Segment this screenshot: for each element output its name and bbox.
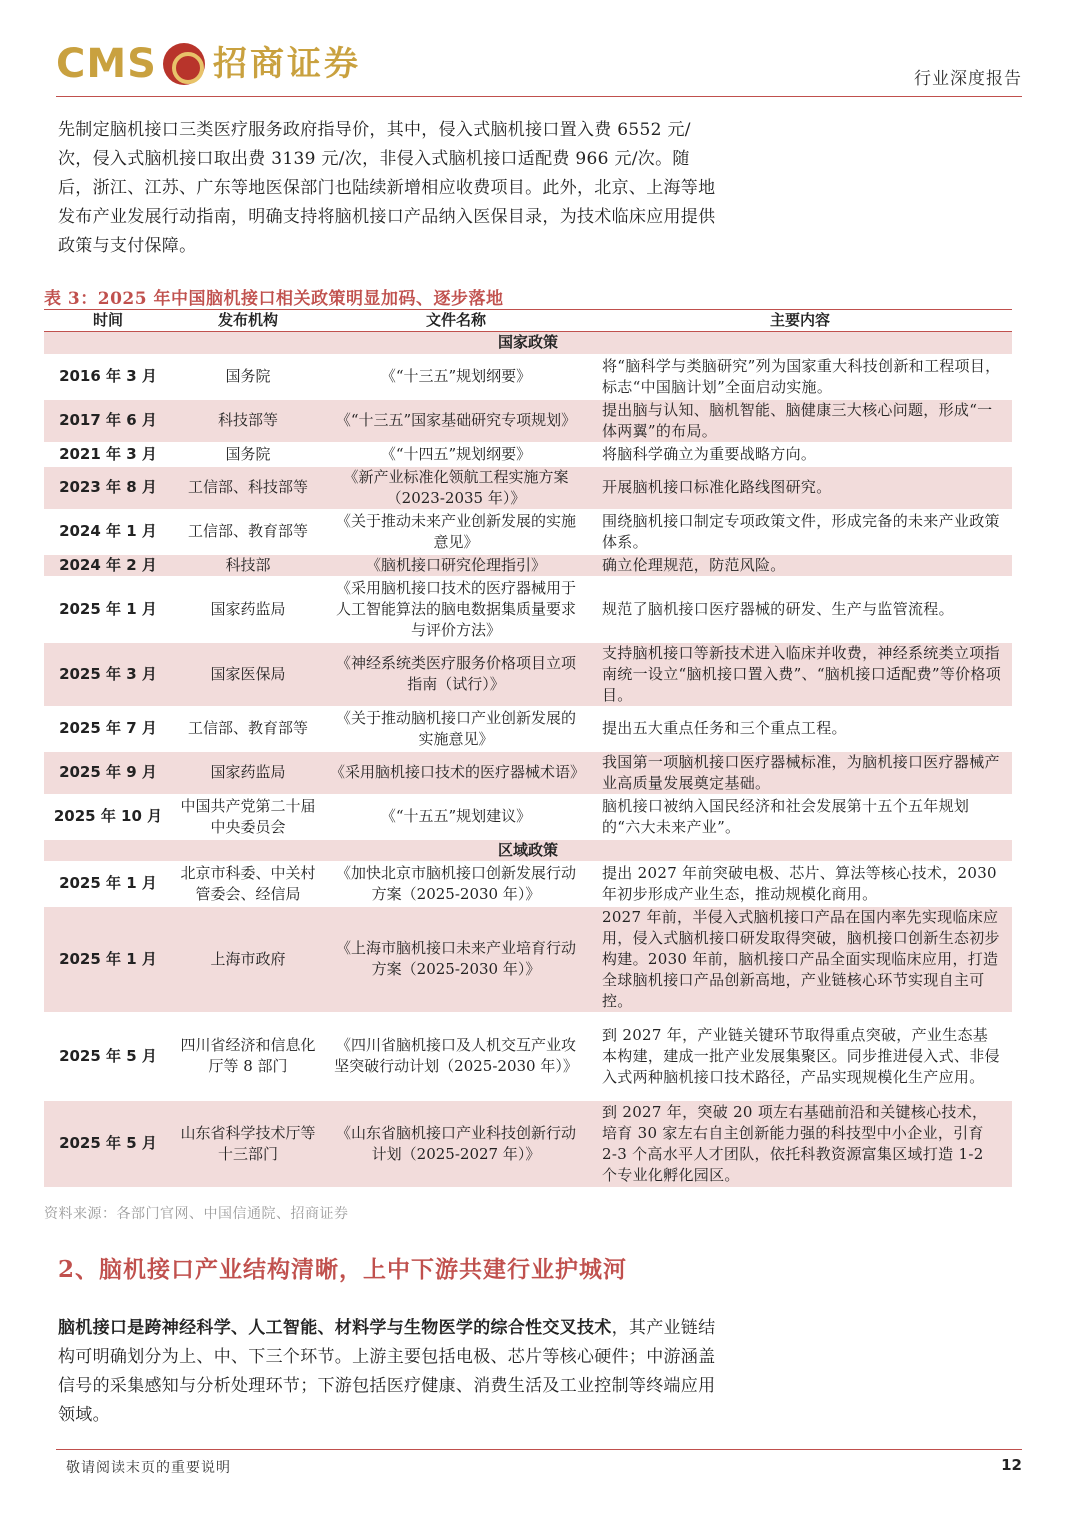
table-row (44, 355, 1012, 399)
footer-note: 敬请阅读末页的重要说明 (66, 1460, 231, 1476)
cell-content: 到 2027 年，突破 20 项左右基础前沿和关键核心技术，培育 30 家左右自主创新能力强的科技型中小企业，引育 2-3 个高水平人才团队，依托科教资源富集区域打造 1-2 个专业化孵化园区。 (588, 1100, 1012, 1188)
cell-doc: 《神经系统类医疗服务价格项目立项指南（试行）》 (324, 642, 588, 707)
section-row-regional (44, 839, 1012, 862)
cell-org: 工信部、教育部等 (172, 707, 324, 751)
cell-time: 2016 年 3 月 (44, 355, 172, 399)
cell-org: 国务院 (172, 443, 324, 466)
table-row (44, 466, 1012, 510)
table-row (44, 399, 1012, 443)
cell-org: 国家医保局 (172, 642, 324, 707)
cell-doc: 《脑机接口研究伦理指引》 (324, 554, 588, 577)
cell-time: 2025 年 5 月 (44, 1013, 172, 1100)
cell-org: 上海市政府 (172, 906, 324, 1013)
policy-table (44, 309, 1012, 1189)
header-time: 时间 (44, 310, 172, 332)
logo-chinese-text: 招商证券 (212, 44, 361, 84)
cell-content: 围绕脑机接口制定专项政策文件，形成完备的未来产业政策体系。 (588, 510, 1012, 554)
cell-time: 2023 年 8 月 (44, 466, 172, 510)
page-header (56, 34, 1022, 98)
table-row (44, 443, 1012, 466)
header-divider (56, 96, 1022, 97)
cell-content: 脑机接口被纳入国民经济和社会发展第十五个五年规划的“六大未来产业”。 (588, 795, 1012, 839)
cell-time: 2025 年 5 月 (44, 1100, 172, 1188)
section-row-national (44, 332, 1012, 355)
cell-doc: 《采用脑机接口技术的医疗器械用于人工智能算法的脑电数据集质量要求与评价方法》 (324, 577, 588, 642)
cell-doc: 《山东省脑机接口产业科技创新行动计划（2025-2027 年）》 (324, 1100, 588, 1188)
cell-org: 中国共产党第二十届中央委员会 (172, 795, 324, 839)
table-row (44, 577, 1012, 642)
cell-time: 2024 年 1 月 (44, 510, 172, 554)
cell-time: 2025 年 1 月 (44, 862, 172, 906)
cell-content: 2027 年前，半侵入式脑机接口产品在国内率先实现临床应用，侵入式脑机接口研发取得突破，脑机接口创新生态初步构建。2030 年前，脑机接口产品全面实现临床应用，打造全球脑机接口产品创新高地，产业链核心环节实现自主可控。 (588, 906, 1012, 1013)
logo-text: CMS (56, 41, 157, 87)
cell-doc: 《上海市脑机接口未来产业培育行动方案（2025-2030 年）》 (324, 906, 588, 1013)
table-source-note: 资料来源：各部门官网、中国信通院、招商证券 (44, 1206, 349, 1222)
cell-doc: 《“十四五”规划纲要》 (324, 443, 588, 466)
cell-doc: 《四川省脑机接口及人机交互产业攻坚突破行动计划（2025-2030 年）》 (324, 1013, 588, 1100)
cell-doc: 《关于推动脑机接口产业创新发展的实施意见》 (324, 707, 588, 751)
table-row (44, 906, 1012, 1013)
header-content: 主要内容 (588, 310, 1012, 332)
table-row (44, 707, 1012, 751)
bold-lead-sentence: 脑机接口是跨神经科学、人工智能、材料学与生物医学的综合性交叉技术 (58, 1318, 612, 1338)
table-row (44, 1013, 1012, 1100)
cell-time: 2025 年 9 月 (44, 751, 172, 795)
table-row (44, 554, 1012, 577)
cell-content: 开展脑机接口标准化路线图研究。 (588, 466, 1012, 510)
cell-content: 提出五大重点任务和三个重点工程。 (588, 707, 1012, 751)
cell-content: 将“脑科学与类脑研究”列为国家重大科技创新和工程项目，标志“中国脑计划”全面启动实施。 (588, 355, 1012, 399)
section-label: 国家政策 (44, 332, 1012, 355)
table-row (44, 1100, 1012, 1188)
cell-org: 国家药监局 (172, 577, 324, 642)
cell-org: 国务院 (172, 355, 324, 399)
cell-org: 北京市科委、中关村管委会、经信局 (172, 862, 324, 906)
cell-doc: 《“十三五”国家基础研究专项规划》 (324, 399, 588, 443)
cell-content: 将脑科学确立为重要战略方向。 (588, 443, 1012, 466)
cell-time: 2025 年 1 月 (44, 577, 172, 642)
table-row (44, 510, 1012, 554)
cell-doc: 《“十五五”规划建议》 (324, 795, 588, 839)
cms-logo (56, 40, 361, 88)
cell-content: 确立伦理规范，防范风险。 (588, 554, 1012, 577)
cell-time: 2025 年 1 月 (44, 906, 172, 1013)
cell-content: 提出 2027 年前突破电极、芯片、算法等核心技术，2030 年初步形成产业生态，推动规模化商用。 (588, 862, 1012, 906)
cell-doc: 《加快北京市脑机接口创新发展行动方案（2025-2030 年）》 (324, 862, 588, 906)
cell-time: 2017 年 6 月 (44, 399, 172, 443)
page-number: 12 (1001, 1456, 1022, 1474)
cell-org: 工信部、教育部等 (172, 510, 324, 554)
header-doc: 文件名称 (324, 310, 588, 332)
table-row (44, 642, 1012, 707)
cell-doc: 《关于推动未来产业创新发展的实施意见》 (324, 510, 588, 554)
cell-doc: 《采用脑机接口技术的医疗器械术语》 (324, 751, 588, 795)
table-header-row (44, 310, 1012, 332)
cell-org: 工信部、科技部等 (172, 466, 324, 510)
cell-org: 科技部等 (172, 399, 324, 443)
cell-content: 到 2027 年，产业链关键环节取得重点突破，产业生态基本构建，建成一批产业发展集聚区。同步推进侵入式、非侵入式两种脑机接口技术路径，产品实现规模化生产应用。 (588, 1013, 1012, 1100)
section-label: 区域政策 (44, 839, 1012, 862)
cell-org: 山东省科学技术厅等十三部门 (172, 1100, 324, 1188)
cell-org: 四川省经济和信息化厅等 8 部门 (172, 1013, 324, 1100)
table-row (44, 795, 1012, 839)
cell-time: 2024 年 2 月 (44, 554, 172, 577)
cell-time: 2021 年 3 月 (44, 443, 172, 466)
cell-content: 我国第一项脑机接口医疗器械标准，为脑机接口医疗器械产业高质量发展奠定基础。 (588, 751, 1012, 795)
cell-org: 科技部 (172, 554, 324, 577)
table-row (44, 751, 1012, 795)
report-type-label: 行业深度报告 (914, 69, 1022, 89)
cell-time: 2025 年 7 月 (44, 707, 172, 751)
footer-divider (56, 1449, 1022, 1450)
cell-doc: 《新产业标准化领航工程实施方案（2023-2035 年）》 (324, 466, 588, 510)
header-org: 发布机构 (172, 310, 324, 332)
cell-content: 提出脑与认知、脑机智能、脑健康三大核心问题，形成“一体两翼”的布局。 (588, 399, 1012, 443)
section-body-paragraph (58, 1314, 722, 1430)
body-text: ，其产业链结构可明确划分为上、中、下三个环节。上游主要包括电极、芯片等核心硬件；中游涵盖信号的采集感知与分析处理环节；下游包括医疗健康、消费生活及工业控制等终端应用领域。 (58, 1318, 716, 1425)
intro-paragraph: 先制定脑机接口三类医疗服务政府指导价，其中，侵入式脑机接口置入费 6552 元/次，侵入式脑机接口取出费 3139 元/次，非侵入式脑机接口适配费 966 元/次。随后，浙江、江苏、广东等地医保部门也陆续新增相应收费项目。此外，北京、上海等地发布产业发展行动指南，明确支持将脑机接口产品纳入医保目录，为技术临床应用提供政策与支付保障。 (58, 120, 716, 256)
logo-emblem-icon (163, 43, 205, 85)
table-row (44, 862, 1012, 906)
cell-content: 支持脑机接口等新技术进入临床并收费，神经系统类立项指南统一设立“脑机接口置入费”、“脑机接口适配费”等价格项目。 (588, 642, 1012, 707)
cell-org: 国家药监局 (172, 751, 324, 795)
cell-time: 2025 年 10 月 (44, 795, 172, 839)
cell-content: 规范了脑机接口医疗器械的研发、生产与监管流程。 (588, 577, 1012, 642)
cell-time: 2025 年 3 月 (44, 642, 172, 707)
policy-table-wrapper (44, 309, 1012, 1189)
table-body (44, 332, 1012, 1188)
cell-doc: 《“十三五”规划纲要》 (324, 355, 588, 399)
section-heading: 2、脑机接口产业结构清晰，上中下游共建行业护城河 (58, 1256, 628, 1283)
table-title: 表 3：2025 年中国脑机接口相关政策明显加码、逐步落地 (44, 289, 504, 309)
